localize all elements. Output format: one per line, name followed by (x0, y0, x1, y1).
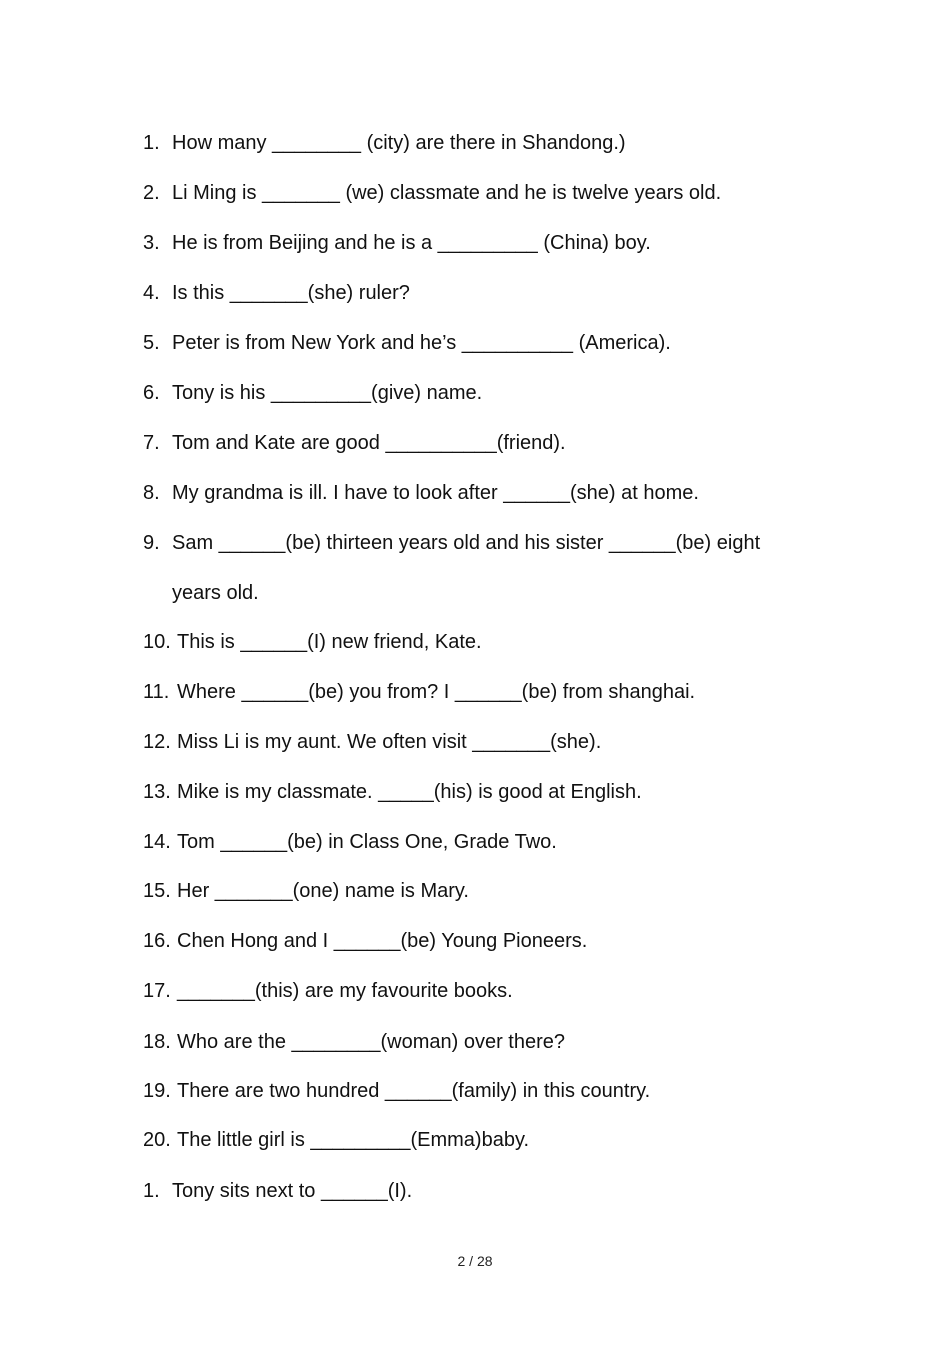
item-continuation: years old. (172, 582, 259, 604)
item-number: 5. (143, 332, 160, 354)
list-item (0, 727, 950, 757)
list-item (0, 478, 950, 508)
list-item (0, 328, 950, 358)
item-text: Mike is my classmate. _____(his) is good at English. (177, 781, 642, 803)
item-number: 13. (143, 781, 171, 803)
item-text: Tony sits next to ______(I). (172, 1180, 413, 1202)
list-item (0, 827, 950, 857)
list-item (0, 128, 950, 158)
item-number: 10. (143, 631, 171, 653)
item-text: This is ______(I) new friend, Kate. (177, 631, 482, 653)
list-item (0, 677, 950, 707)
item-number: 9. (143, 532, 160, 554)
item-text: Is this _______(she) ruler? (172, 282, 410, 304)
item-text: Where ______(be) you from? I ______(be) from shanghai. (177, 681, 696, 703)
item-number: 4. (143, 282, 160, 304)
item-text: My grandma is ill. I have to look after ______(she) at home. (172, 482, 699, 504)
item-number: 16. (143, 930, 171, 952)
item-number: 7. (143, 432, 160, 454)
item-text: Tom and Kate are good __________(friend). (172, 432, 566, 454)
item-number: 6. (143, 382, 160, 404)
item-number: 20. (143, 1129, 171, 1151)
item-text: Sam ______(be) thirteen years old and his sister ______(be) eight (172, 532, 761, 554)
list-item (0, 428, 950, 458)
item-text: Li Ming is _______ (we) classmate and he is twelve years old. (172, 182, 722, 204)
item-number: 17. (143, 980, 171, 1002)
list-item (0, 228, 950, 258)
item-number: 15. (143, 880, 171, 902)
item-text: _______(this) are my favourite books. (177, 980, 513, 1002)
list-item (0, 378, 950, 408)
item-number: 12. (143, 731, 171, 753)
item-text: Chen Hong and I ______(be) Young Pioneers. (177, 930, 588, 952)
list-item (0, 1076, 950, 1106)
list-item (0, 1027, 950, 1057)
list-item (0, 1125, 950, 1155)
item-text: Who are the ________(woman) over there? (177, 1031, 566, 1053)
item-number: 3. (143, 232, 160, 254)
item-text: Peter is from New York and he’s __________ (America). (172, 332, 671, 354)
item-number: 2. (143, 182, 160, 204)
item-text: Tony is his _________(give) name. (172, 382, 483, 404)
list-item (0, 976, 950, 1006)
item-text: The little girl is _________(Emma)baby. (177, 1129, 530, 1151)
item-number: 1. (143, 132, 160, 154)
list-item (0, 627, 950, 657)
list-item (0, 876, 950, 906)
item-text: He is from Beijing and he is a _________ (China) boy. (172, 232, 651, 254)
list-item (0, 528, 950, 558)
item-text: How many ________ (city) are there in Shandong.) (172, 132, 626, 154)
item-number: 11. (143, 681, 170, 703)
item-number: 18. (143, 1031, 171, 1053)
list-item (0, 178, 950, 208)
item-number: 19. (143, 1080, 171, 1102)
item-number: 8. (143, 482, 160, 504)
list-item (0, 1176, 950, 1206)
list-item (0, 278, 950, 308)
list-item (0, 777, 950, 807)
item-text: Miss Li is my aunt. We often visit _______(she). (177, 731, 602, 753)
page-number: 2 / 28 (457, 1253, 493, 1269)
item-number: 14. (143, 831, 171, 853)
item-text: There are two hundred ______(family) in this country. (177, 1080, 651, 1102)
item-number: 1. (143, 1180, 160, 1202)
item-text: Tom ______(be) in Class One, Grade Two. (177, 831, 557, 853)
list-item (0, 926, 950, 956)
item-text: Her _______(one) name is Mary. (177, 880, 469, 902)
